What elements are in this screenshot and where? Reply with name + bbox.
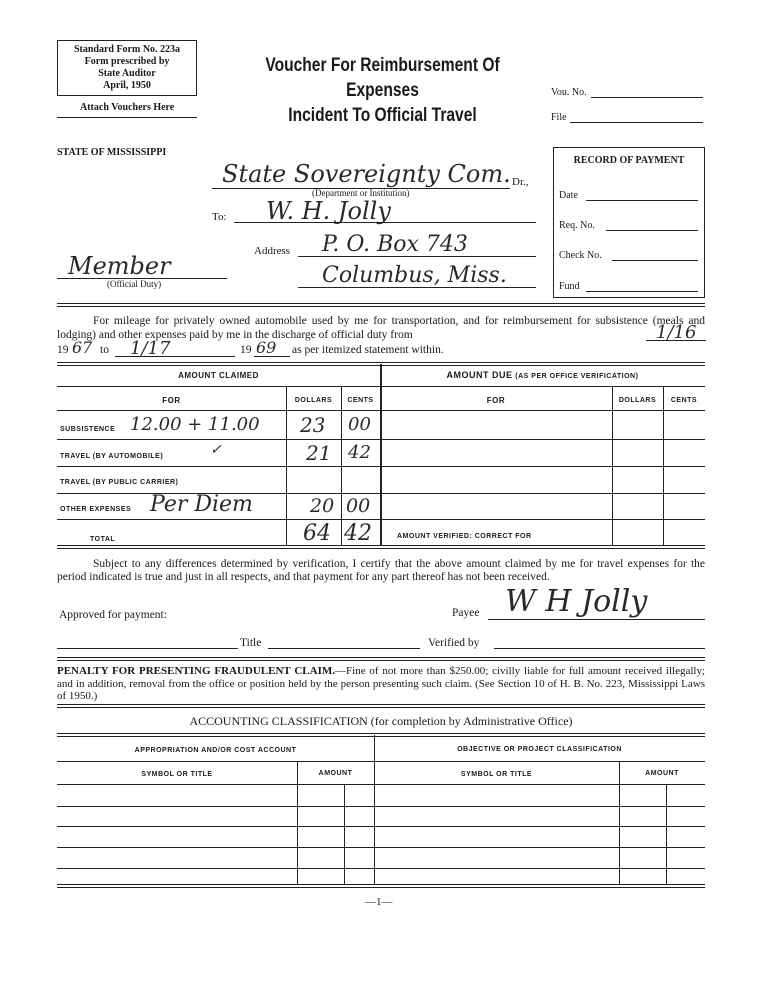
vou-no-label: Vou. No. (551, 87, 587, 98)
verified-text: AMOUNT VERIFIED: CORRECT FOR (397, 533, 532, 540)
accounting-top (57, 733, 705, 737)
amount-due-note: (AS PER OFFICE VERIFICATION) (515, 373, 639, 380)
address-label: Address (254, 245, 291, 257)
form-auditor: State Auditor (98, 68, 156, 79)
row-dollars-subsistence: 23 (300, 413, 326, 437)
acc-col-right-amount (619, 761, 620, 884)
acc-left-symbol: SYMBOL OR TITLE (141, 771, 213, 778)
certify-paragraph: Subject to any differences determined by verification, I certify that the above amount claimed by me for travel expenses for the period indicated is true and just in all respects, and that payment for any part thereof has not been received. (57, 558, 705, 583)
record-title: RECORD OF PAYMENT (573, 155, 685, 166)
payee-line[interactable] (488, 619, 705, 620)
row-line-4 (57, 519, 380, 520)
file-label: File (551, 112, 567, 123)
divider-1 (57, 303, 705, 307)
table-col-right-cents (663, 386, 664, 545)
document-title (229, 53, 537, 128)
approved-label: Approved for payment: (59, 609, 167, 621)
row-label-other: OTHER EXPENSES (60, 506, 132, 513)
amount-due-header (380, 370, 705, 380)
mileage-text: For mileage for privately owned automobile used by me for transportation, and for reimbursement for subsistence (meals and lodging) and other expenses paid by me in the discharge of official duty from (57, 315, 705, 341)
form-info-box (57, 40, 197, 96)
acc-col-right-amount-2 (666, 784, 667, 884)
record-fund: Fund (559, 281, 580, 292)
amount-claimed-header: AMOUNT CLAIMED (178, 371, 259, 380)
duty-handwriting: Member (68, 252, 171, 280)
period-line (57, 344, 69, 356)
address-handwriting-1: P. O. Box 743 (322, 232, 468, 257)
row-dollars-total: 64 (303, 521, 331, 546)
verified-by-label: Verified by (428, 637, 480, 649)
row-line-right-1 (380, 439, 705, 440)
acc-right-symbol: SYMBOL OR TITLE (460, 771, 533, 778)
period-to-label: to (100, 344, 109, 356)
acc-row-3 (57, 847, 705, 848)
title-label: Title (240, 637, 262, 649)
form-date: April, 1950 (103, 80, 151, 91)
row-line-2 (57, 466, 380, 467)
record-check-field[interactable] (612, 260, 698, 261)
state-label: STATE OF MISSISSIPPI (57, 147, 167, 158)
verified-by-line[interactable] (494, 648, 705, 649)
period-to-handwriting: 1/17 (130, 338, 171, 359)
period-from-handwriting: 1/16 (656, 322, 697, 343)
period-from-line (646, 340, 706, 341)
acc-left-head: APPROPRIATION AND/OR COST ACCOUNT (134, 747, 297, 754)
acc-row-4 (57, 868, 705, 869)
row-note-travel-auto: ✓ (210, 442, 222, 458)
acc-right-amount: AMOUNT (645, 770, 679, 777)
record-date-field[interactable] (586, 200, 698, 201)
to-handwriting: W. H. Jolly (266, 197, 391, 225)
address-handwriting-2: Columbus, Miss. (322, 263, 507, 288)
row-label-travel-public: TRAVEL (BY PUBLIC CARRIER) (60, 479, 179, 486)
row-dollars-travel-auto: 21 (306, 441, 332, 465)
acc-col-left-amount (297, 761, 298, 884)
accounting-subhead-line (57, 784, 705, 785)
row-cents-other: 00 (346, 495, 371, 517)
cents-header-right: CENTS (670, 397, 698, 404)
record-date: Date (559, 190, 578, 201)
row-label-total: TOTAL (90, 536, 116, 543)
form-number: Standard Form No. 223a (73, 44, 181, 55)
to-label: To: (212, 211, 227, 223)
record-of-payment-box (553, 147, 705, 298)
acc-col-middle (374, 735, 375, 884)
file-field[interactable] (570, 122, 703, 123)
approved-line[interactable] (57, 648, 238, 649)
row-line-right-3 (380, 493, 705, 494)
acc-row-2 (57, 826, 705, 827)
table-col-middle (380, 364, 382, 545)
row-line-right-2 (380, 466, 705, 467)
row-cents-total: 42 (344, 521, 372, 546)
record-req-field[interactable] (606, 230, 698, 231)
payee-label: Payee (452, 607, 480, 619)
period-suffix: as per itemized statement within. (292, 344, 444, 356)
penalty-text: —Fine of not more than $250.00; civilly liable for full amount received illegally; and in addition, removal from the office or position held by the person presenting such claim. (See Section 10 of H. B. No. 223, Mississippi Laws of 1950.) (57, 665, 706, 702)
department-label: (Department or Institution) (312, 188, 410, 198)
year-line (254, 356, 290, 357)
payee-signature: W H Jolly (505, 584, 648, 619)
accounting-bottom (57, 884, 705, 888)
table-col-right-dollars (612, 386, 613, 545)
acc-row-1 (57, 806, 705, 807)
period-to-line (115, 356, 235, 357)
row-cents-subsistence: 00 (348, 414, 371, 435)
accounting-title: ACCOUNTING CLASSIFICATION (for completion by Administrative Office) (189, 714, 573, 728)
title-line[interactable] (268, 648, 420, 649)
cents-header-left: CENTS (347, 397, 374, 404)
record-fund-field[interactable] (586, 291, 698, 292)
dollars-header-right: DOLLARS (618, 397, 657, 404)
row-label-travel-auto: TRAVEL (BY AUTOMOBILE) (60, 453, 164, 460)
for-header-left: FOR (162, 396, 181, 405)
title-line-1: Voucher For Reimbursement Of Expenses (265, 55, 500, 101)
row-note-subsistence: 12.00 + 11.00 (130, 414, 260, 435)
row-cents-travel-auto: 42 (348, 442, 371, 463)
attach-underline (57, 117, 197, 118)
table-col-left-cents (341, 386, 342, 545)
period-to-year: 69 (256, 338, 277, 357)
dr-label: Dr., (512, 176, 529, 188)
acc-left-amount: AMOUNT (318, 770, 353, 777)
title-line-2: Incident To Official Travel (288, 105, 477, 126)
form-prescribed: Form prescribed by (84, 56, 170, 67)
acc-right-head: OBJECTIVE OR PROJECT CLASSIFICATION (457, 746, 622, 753)
vou-no-field[interactable] (591, 97, 703, 98)
record-req: Req. No. (559, 220, 595, 231)
penalty-paragraph (57, 665, 705, 703)
table-col-left-dollars (286, 386, 287, 545)
address-line-1 (298, 256, 536, 257)
year-prefix: 19 (57, 344, 69, 356)
row-line-1 (57, 439, 380, 440)
to-line (234, 222, 536, 223)
row-dollars-other: 20 (310, 495, 335, 517)
row-line-right-4 (380, 519, 705, 520)
dollars-header-left: DOLLARS (294, 397, 333, 404)
accounting-head-line (57, 761, 705, 762)
attach-vouchers: Attach Vouchers Here (80, 102, 175, 113)
row-note-other: Per Diem (150, 492, 253, 517)
divider-accounting (57, 704, 705, 708)
row-label-subsistence: SUBSISTENCE (60, 426, 116, 433)
department-handwriting: State Sovereignty Com. (222, 160, 511, 188)
year-prefix-2: 19 (240, 344, 252, 356)
record-check: Check No. (559, 250, 602, 261)
amount-due-label: AMOUNT DUE (446, 370, 513, 380)
duty-label: (Official Duty) (107, 279, 162, 289)
penalty-heading: PENALTY FOR PRESENTING FRAUDULENT CLAIM. (57, 665, 336, 677)
divider-penalty (57, 657, 705, 661)
table-bottom (57, 545, 705, 549)
for-header-right: FOR (486, 396, 506, 405)
address-line-2 (298, 287, 536, 288)
page-number: —1— (365, 896, 393, 908)
acc-col-left-amount-2 (344, 784, 345, 884)
period-from-year: 67 (72, 338, 93, 357)
